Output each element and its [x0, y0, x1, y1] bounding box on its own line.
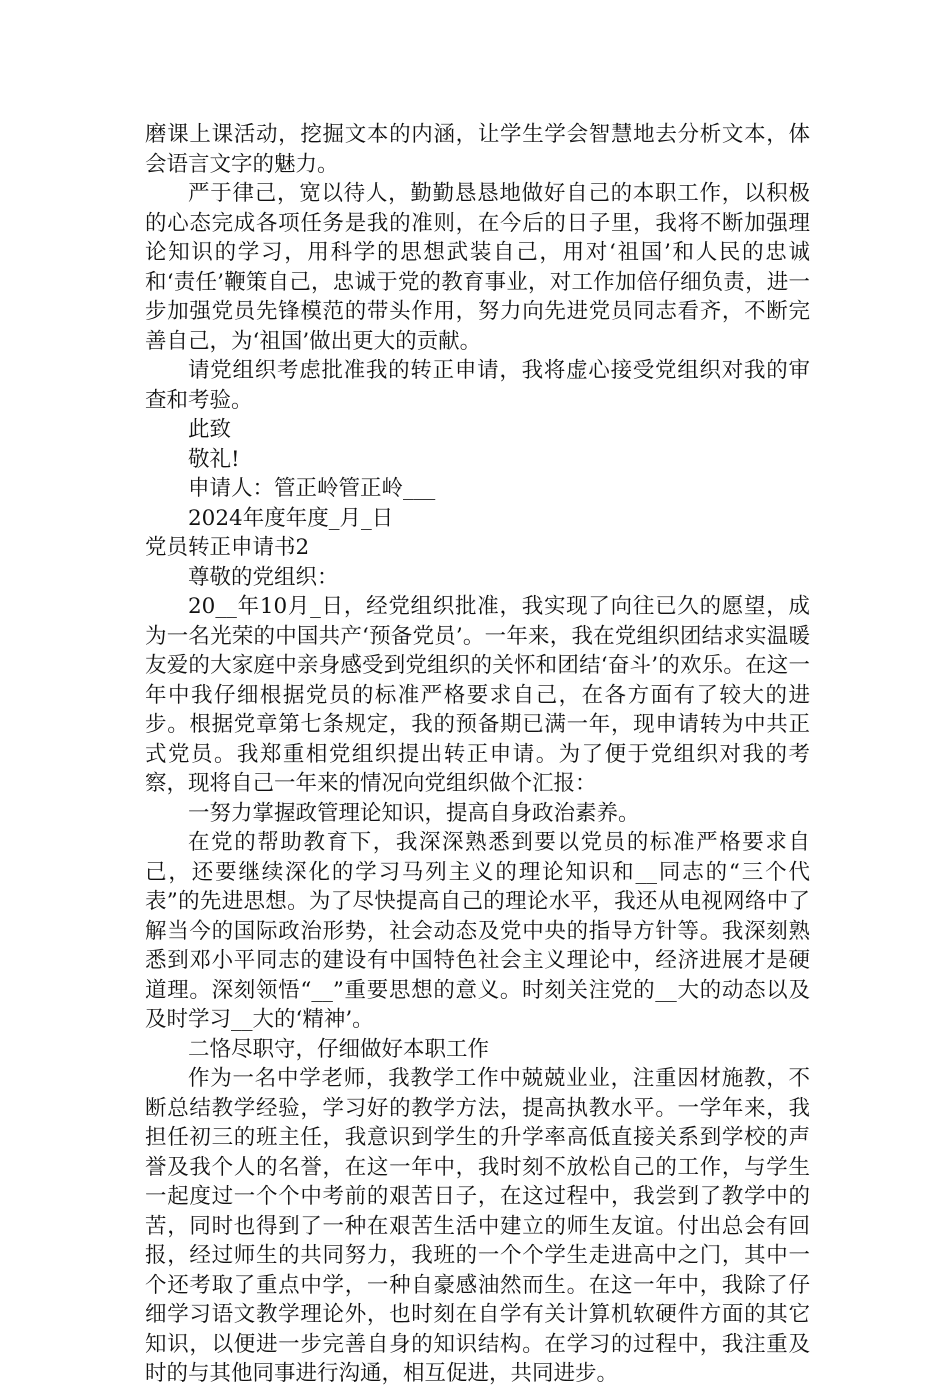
paragraph-request-approval: 请党组织考虑批准我的转正申请，我将虚心接受党组织对我的审查和考验。: [145, 358, 810, 413]
document-page: [145, 120, 810, 1389]
paragraph-closing-activities: 磨课上课活动，挖掘文本的内涵，让学生学会智慧地去分析文本，体会语言文字的魅力。: [145, 122, 810, 177]
heading-point-one: 一努力掌握政管理论知识，提高自身政治素养。: [188, 800, 640, 826]
heading-point-two: 二恪尽职守，仔细做好本职工作: [188, 1036, 490, 1062]
applicant-signature: 申请人：管正岭管正岭___: [188, 476, 436, 501]
paragraph-theory-study: 在党的帮助教育下，我深深熟悉到要以党员的标准严格要求自己，还要继续深化的学习马列主义的理论知识和__同志的“三个代表”的先进思想。为了尽快提高自己的理论水平，我还从电视网络中了解当今的国际政治形势，社会动态及党中央的指导方针等。我深刻熟悉到邓小平同志的建设有中国特色社会主义理论中，经济进展才是硬道理。深刻领悟“__”重要思想的意义。时刻关注党的__大的动态以及及时学习__大的‘精神’。: [145, 830, 810, 1032]
paragraph-self-discipline: 严于律己，宽以待人，勤勤恳恳地做好自己的本职工作，以积极的心态完成各项任务是我的准则，在今后的日子里，我将不断加强理论知识的学习，用科学的思想武装自己，用对‘祖国’和人民的忠诚和‘责任’鞭策自己，忠诚于党的教育事业，对工作加倍仔细负责，进一步加强党员先锋模范的带头作用，努力向先进党员同志看齐，不断完善自己，为‘祖国’做出更大的贡献。: [145, 181, 810, 354]
salutation-jingli: 敬礼!: [188, 446, 240, 472]
salutation-cizhi: 此致: [188, 417, 232, 442]
paragraph-teaching-work: 作为一名中学老师，我教学工作中兢兢业业，注重因材施教，不断总结教学经验，学习好的教学方法，提高执教水平。一学年来，我担任初三的班主任，我意识到学生的升学率高低直接关系到学校的声誉及我个人的名誉，在这一年中，我时刻不放松自己的工作，与学生一起度过一个个中考前的艰苦日子，在这过程中，我尝到了教学中的苦，同时也得到了一种在艰苦生活中建立的师生友谊。付出总会有回报，经过师生的共同努力，我班的一个个学生走进高中之门，其中一个还考取了重点中学，一种自豪感油然而生。在这一年中，我除了仔细学习语文教学理论外，也时刻在自学有关计算机软硬件方面的其它知识，以便进一步完善自身的知识结构。在学习的过程中，我注重及时的与其他同事进行沟通，相互促进，共同进步。: [145, 1066, 810, 1386]
paragraph-introduction: 20__年10月_日，经党组织批准，我实现了向往已久的愿望，成为一名光荣的中国共产‘预备党员’。一年来，我在党组织团结求实温暖友爱的大家庭中亲身感受到党组织的关怀和团结‘奋斗’的欢乐。在这一年中我仔细根据党员的标准严格要求自己，在各方面有了较大的进步。根据党章第七条规定，我的预备期已满一年，现申请转为中共正式党员。我郑重相党组织提出转正申请。为了便于党组织对我的考察，现将自己一年来的情况向党组织做个汇报：: [145, 594, 810, 796]
section-title: 党员转正申请书2: [145, 535, 310, 560]
application-date: 2024年度年度_月_日: [188, 505, 394, 531]
greeting: 尊敬的党组织：: [188, 564, 339, 590]
